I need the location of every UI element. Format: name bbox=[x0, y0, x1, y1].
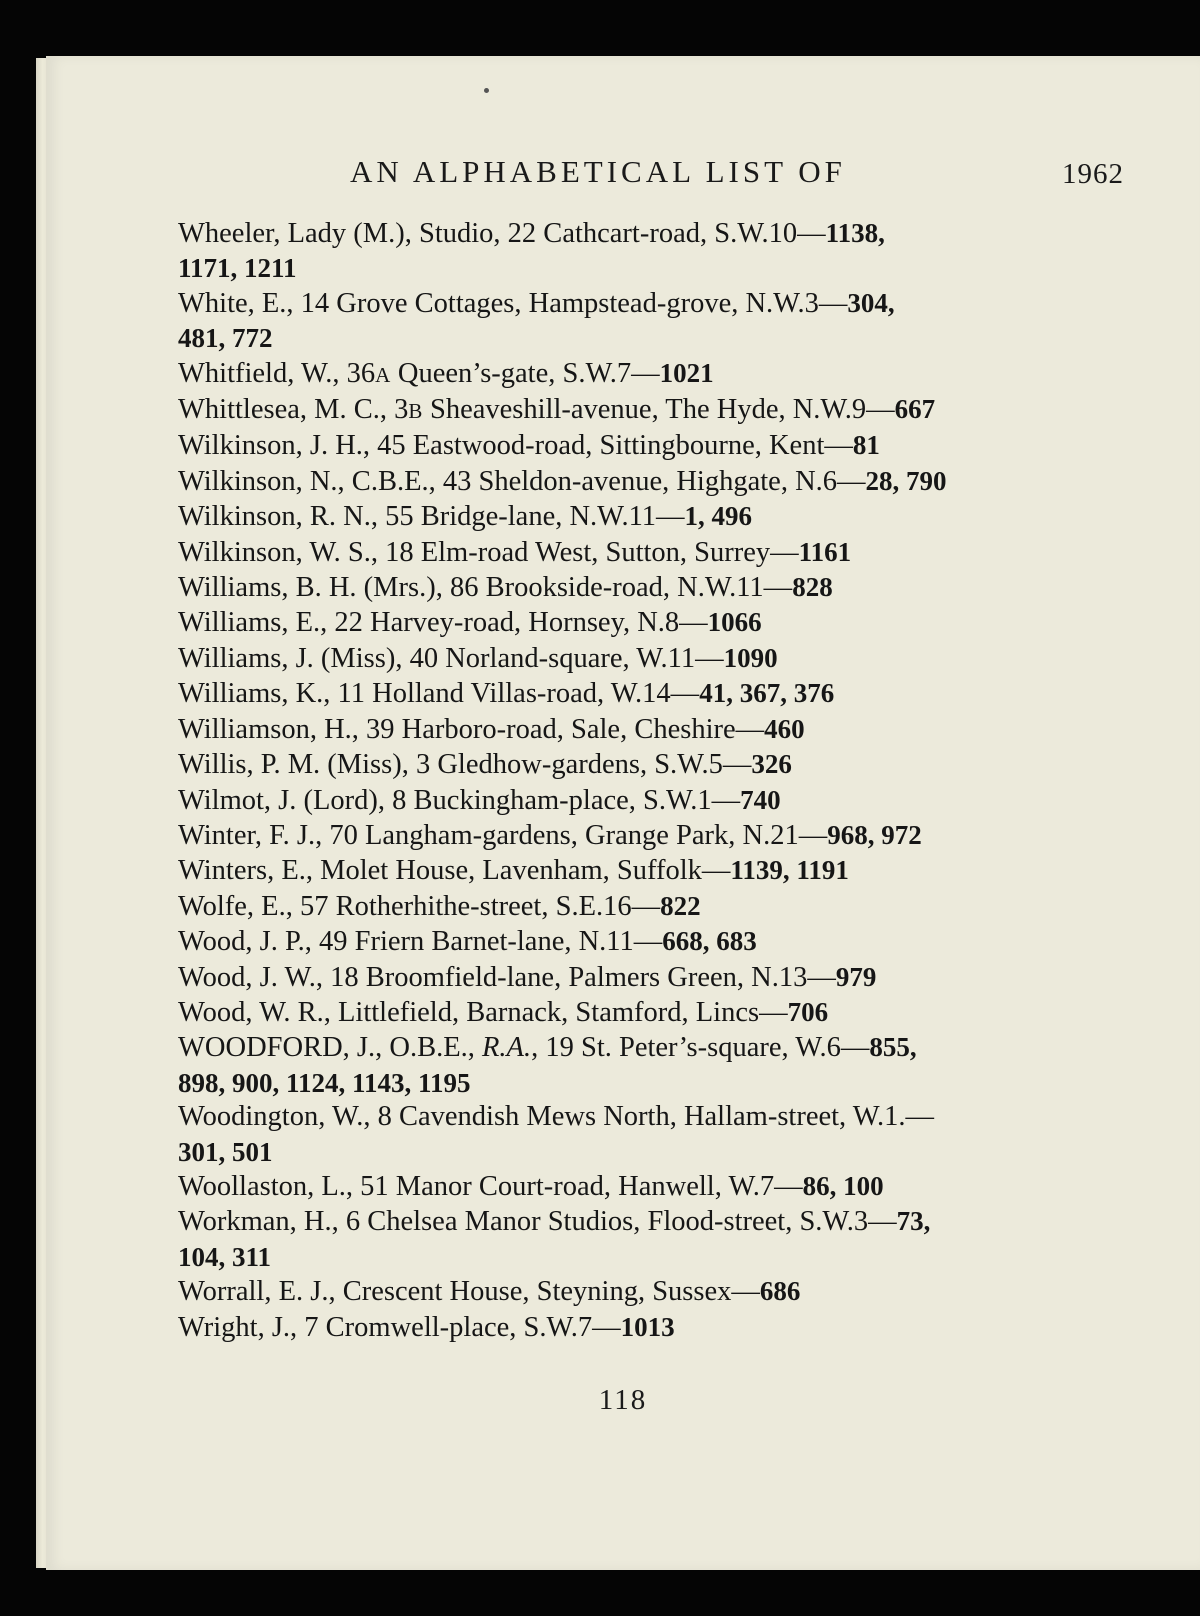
list-entry bbox=[178, 570, 1118, 605]
list-entry bbox=[178, 853, 1118, 888]
entry-pages: 968, 972 bbox=[827, 819, 922, 850]
ink-dot bbox=[484, 88, 489, 93]
entry-address: Wilmot, J. (Lord), 8 Buckingham-place, S.W.1— bbox=[178, 784, 741, 816]
list-entry bbox=[178, 286, 1118, 356]
entry-pages-continued: 898, 900, 1124, 1143, 1195 bbox=[178, 1067, 471, 1098]
entry-pages: 1, 496 bbox=[684, 501, 753, 532]
entry-address: Williamson, H., 39 Harboro-road, Sale, Cheshire— bbox=[178, 713, 765, 745]
running-head-title: AN ALPHABETICAL LIST OF bbox=[350, 154, 846, 189]
entry-pages: 28, 790 bbox=[865, 465, 947, 496]
entry-address: Workman, H., 6 Chelsea Manor Studios, Flood-street, S.W.3— bbox=[178, 1206, 897, 1238]
entry-address: Winter, F. J., 70 Langham-gardens, Grange Park, N.21— bbox=[178, 819, 828, 851]
entry-pages: 1066 bbox=[707, 607, 762, 638]
entry-pages: 828 bbox=[792, 572, 833, 603]
entry-pages-continued: 1171, 1211 bbox=[178, 253, 297, 284]
entry-address: Wright, J., 7 Cromwell-place, S.W.7— bbox=[178, 1311, 621, 1343]
entry-pages: 686 bbox=[759, 1276, 801, 1307]
list-entry bbox=[178, 428, 1118, 463]
entry-pages: 1139, 1191 bbox=[730, 855, 849, 886]
list-entry bbox=[178, 1169, 1118, 1204]
entry-address: Wood, W. R., Littlefield, Barnack, Stamford, Lincs— bbox=[178, 996, 788, 1028]
entry-address-rest: Queen’s-gate, S.W.7— bbox=[390, 357, 660, 389]
entry-address: Wolfe, E., 57 Rotherhithe-street, S.E.16— bbox=[178, 890, 661, 922]
list-entry bbox=[178, 676, 1118, 711]
entry-list bbox=[178, 216, 1118, 1345]
entry-pages: 81 bbox=[852, 430, 880, 461]
list-entry bbox=[178, 1100, 1118, 1169]
entry-pages: 1013 bbox=[620, 1311, 675, 1342]
list-entry bbox=[178, 783, 1118, 818]
entry-address: Williams, E., 22 Harvey-road, Hornsey, N.8— bbox=[178, 607, 708, 639]
entry-pages: 855, bbox=[869, 1032, 917, 1063]
entry-pages: 1138, bbox=[825, 218, 885, 248]
list-entry bbox=[178, 641, 1118, 676]
entry-pages-continued: 301, 501 bbox=[178, 1136, 273, 1167]
list-entry bbox=[178, 392, 1118, 428]
entry-pages: 706 bbox=[787, 996, 829, 1027]
entry-address: Wilkinson, R. N., 55 Bridge-lane, N.W.11— bbox=[178, 501, 685, 533]
entry-pages: 1021 bbox=[659, 357, 714, 388]
running-head-year: 1962 bbox=[1062, 158, 1124, 190]
book-page bbox=[46, 56, 1200, 1570]
list-entry bbox=[178, 216, 1118, 286]
page-number: 118 bbox=[598, 1384, 648, 1416]
entry-address: Wheeler, Lady (M.), Studio, 22 Cathcart-road, S.W.10— bbox=[178, 218, 826, 249]
entry-address: Worrall, E. J., Crescent House, Steyning, Sussex— bbox=[178, 1276, 760, 1308]
entry-pages: 822 bbox=[660, 890, 701, 921]
entry-address: Whitfield, W., 36 bbox=[178, 357, 376, 389]
list-entry bbox=[178, 1274, 1118, 1309]
entry-pages: 326 bbox=[751, 749, 792, 780]
list-entry bbox=[178, 464, 1118, 499]
entry-pages: 979 bbox=[835, 961, 877, 992]
list-entry bbox=[178, 1204, 1118, 1274]
entry-pages: 41, 367, 376 bbox=[699, 678, 835, 709]
entry-pages: 304, bbox=[847, 287, 895, 318]
entry-address-suffix: A bbox=[375, 362, 391, 387]
entry-address-rest: Sheaveshill-avenue, The Hyde, N.W.9— bbox=[422, 394, 895, 426]
list-entry bbox=[178, 499, 1118, 534]
entry-address: Wilkinson, J. H., 45 Eastwood-road, Sittingbourne, Kent— bbox=[178, 430, 853, 462]
entry-pages: 1090 bbox=[723, 642, 778, 673]
list-entry bbox=[178, 924, 1118, 959]
list-entry bbox=[178, 535, 1118, 570]
entry-address: Whittlesea, M. C., 3 bbox=[178, 394, 409, 426]
entry-pages-continued: 481, 772 bbox=[178, 323, 273, 354]
list-entry bbox=[178, 747, 1118, 782]
list-entry bbox=[178, 818, 1118, 853]
list-entry bbox=[178, 712, 1118, 747]
entry-pages: 460 bbox=[764, 713, 805, 744]
list-entry bbox=[178, 605, 1118, 640]
entry-address: Winters, E., Molet House, Lavenham, Suffolk— bbox=[178, 855, 731, 887]
entry-address-suffix: B bbox=[408, 399, 423, 424]
entry-address: WOODFORD, J., O.B.E., bbox=[178, 1032, 483, 1064]
list-entry bbox=[178, 995, 1118, 1030]
entry-address: Williams, B. H. (Mrs.), 86 Brookside-road, N.W.11— bbox=[178, 572, 793, 604]
list-entry bbox=[178, 960, 1118, 995]
list-entry bbox=[178, 889, 1118, 924]
entry-address: Wood, J. W., 18 Broomfield-lane, Palmers Green, N.13— bbox=[178, 961, 836, 993]
entry-pages: 1161 bbox=[798, 536, 852, 567]
entry-address: Wood, J. P., 49 Friern Barnet-lane, N.11— bbox=[178, 926, 663, 958]
entry-address: Williams, J. (Miss), 40 Norland-square, W.11— bbox=[178, 642, 724, 674]
entry-pages-continued: 104, 311 bbox=[178, 1241, 272, 1272]
entry-address: Woodington, W., 8 Cavendish Mews North, Hallam-street, W.1.— bbox=[178, 1101, 935, 1133]
entry-pages: 86, 100 bbox=[802, 1170, 884, 1201]
list-entry bbox=[178, 1310, 1118, 1345]
entry-pages: 740 bbox=[740, 784, 781, 815]
entry-address-rest: , 19 St. Peter’s-square, W.6— bbox=[531, 1032, 870, 1064]
entry-pages: 667 bbox=[894, 394, 936, 425]
entry-address: Woollaston, L., 51 Manor Court-road, Hanwell, W.7— bbox=[178, 1170, 803, 1202]
list-entry bbox=[178, 1030, 1118, 1100]
list-entry bbox=[178, 356, 1118, 392]
entry-address: Williams, K., 11 Holland Villas-road, W.14— bbox=[178, 678, 700, 710]
entry-address: Wilkinson, N., C.B.E., 43 Sheldon-avenue, Highgate, N.6— bbox=[178, 465, 866, 497]
entry-address: White, E., 14 Grove Cottages, Hampstead-grove, N.W.3— bbox=[178, 287, 848, 319]
entry-pages: 668, 683 bbox=[662, 926, 757, 957]
entry-pages: 73, bbox=[896, 1206, 931, 1237]
entry-honour: R.A. bbox=[482, 1032, 532, 1064]
running-head bbox=[46, 154, 1200, 194]
entry-address: Willis, P. M. (Miss), 3 Gledhow-gardens, S.W.5— bbox=[178, 749, 752, 781]
entry-address: Wilkinson, W. S., 18 Elm-road West, Sutton, Surrey— bbox=[178, 536, 799, 568]
